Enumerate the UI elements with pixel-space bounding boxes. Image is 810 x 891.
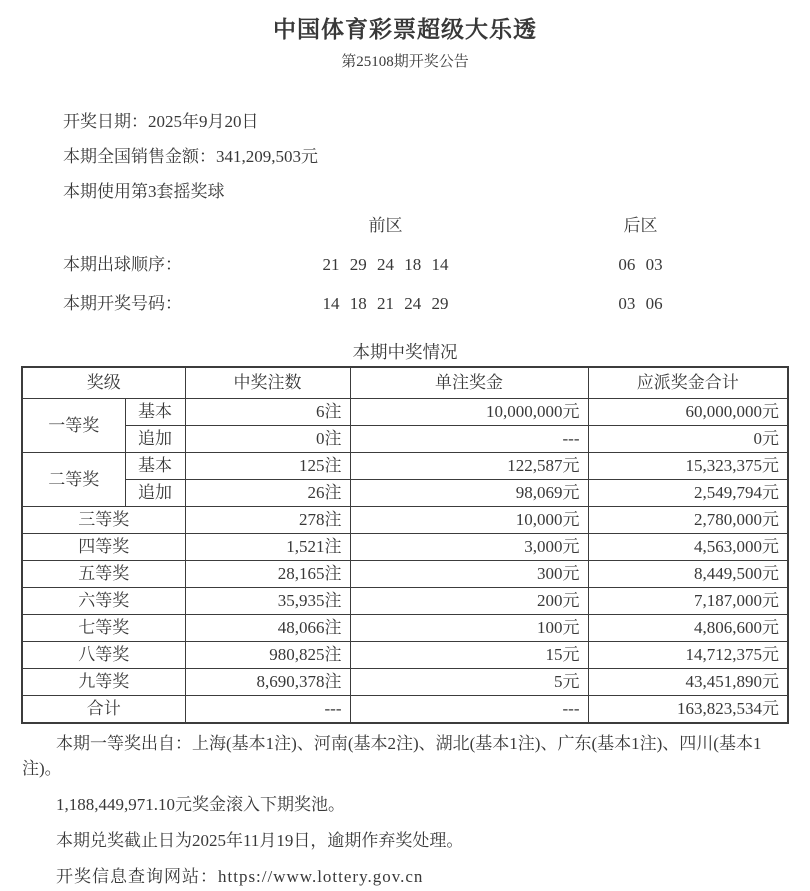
prize-amount-cell: 100元 <box>350 615 588 642</box>
col-header-count: 中奖注数 <box>185 367 350 399</box>
prize-count-cell: 35,935注 <box>185 588 350 615</box>
prize-row-ninth <box>22 669 788 696</box>
prize-total-cell: 4,563,000元 <box>588 534 788 561</box>
prize-row-eighth <box>22 642 788 669</box>
prize-level-cell: 三等奖 <box>22 507 185 534</box>
prize-count-cell: 125注 <box>185 453 350 480</box>
prize-amount-cell: 98,069元 <box>350 480 588 507</box>
front-zone-label: 前区 <box>368 216 403 235</box>
col-header-total: 应派奖金合计 <box>588 367 788 399</box>
note-first-prize-origin: 本期一等奖出自：上海(基本1注)、河南(基本2注)、湖北(基本1注)、广东(基本1注)、四川(基本1注)。 <box>22 734 762 778</box>
draw-order-back-numbers: 06 03 <box>618 255 663 274</box>
prize-total-cell: 0元 <box>588 426 788 453</box>
prize-level-cell: 四等奖 <box>22 534 185 561</box>
prize-row-sixth <box>22 588 788 615</box>
prize-total-cell: 2,780,000元 <box>588 507 788 534</box>
prize-amount-cell: 15元 <box>350 642 588 669</box>
prize-row-second-extra <box>22 480 788 507</box>
prize-total-cell: 7,187,000元 <box>588 588 788 615</box>
col-header-level: 奖级 <box>22 367 185 399</box>
prize-total-cell: 43,451,890元 <box>588 669 788 696</box>
note-website: 开奖信息查询网站：https://www.lottery.gov.cn <box>56 867 424 886</box>
prize-level-cell: 一等奖 <box>22 399 125 453</box>
prize-row-fifth <box>22 561 788 588</box>
prize-amount-cell: --- <box>350 426 588 453</box>
zone-spacer <box>63 214 278 238</box>
sales-amount-line: 本期全国销售金额：341,209,503元 <box>63 147 318 166</box>
prize-count-cell: 278注 <box>185 507 350 534</box>
prize-subtype-cell: 追加 <box>125 426 185 453</box>
prize-amount-cell: 122,587元 <box>350 453 588 480</box>
prize-level-cell: 八等奖 <box>22 642 185 669</box>
prize-total-cell: 163,823,534元 <box>588 696 788 724</box>
page-subtitle: 第25108期开奖公告 <box>341 54 469 70</box>
prize-subtype-cell: 追加 <box>125 480 185 507</box>
prize-row-fourth <box>22 534 788 561</box>
prize-amount-cell: 10,000,000元 <box>350 399 588 426</box>
prize-count-cell: 6注 <box>185 399 350 426</box>
prize-table-header-row <box>22 367 788 399</box>
prize-level-cell: 合计 <box>22 696 185 724</box>
prize-row-first-basic <box>22 399 788 426</box>
back-zone-label: 后区 <box>623 216 658 235</box>
prize-table <box>21 366 789 724</box>
prize-row-sum <box>22 696 788 724</box>
draw-order-front-numbers: 21 29 24 18 14 <box>322 255 449 274</box>
ball-set-line: 本期使用第3套摇奖球 <box>63 182 225 201</box>
prize-count-cell: 980,825注 <box>185 642 350 669</box>
prize-amount-cell: 300元 <box>350 561 588 588</box>
prize-amount-cell: 5元 <box>350 669 588 696</box>
winning-front-numbers: 14 18 21 24 29 <box>322 294 449 313</box>
prize-row-second-basic <box>22 453 788 480</box>
prize-count-cell: 1,521注 <box>185 534 350 561</box>
prize-count-cell: 28,165注 <box>185 561 350 588</box>
winning-back-numbers: 03 06 <box>618 294 663 313</box>
winning-numbers-label: 本期开奖号码： <box>63 294 182 313</box>
prize-table-title: 本期中奖情况 <box>352 342 458 362</box>
prize-total-cell: 8,449,500元 <box>588 561 788 588</box>
note-deadline: 本期兑奖截止日为2025年11月19日，逾期作弃奖处理。 <box>56 831 464 850</box>
prize-total-cell: 14,712,375元 <box>588 642 788 669</box>
prize-count-cell: 0注 <box>185 426 350 453</box>
col-header-prize: 单注奖金 <box>350 367 588 399</box>
prize-amount-cell: 10,000元 <box>350 507 588 534</box>
footer-notes <box>22 731 788 889</box>
prize-level-cell: 七等奖 <box>22 615 185 642</box>
prize-level-cell: 二等奖 <box>22 453 125 507</box>
lottery-announcement-page <box>0 16 810 891</box>
note-rollover: 1,188,449,971.10元奖金滚入下期奖池。 <box>56 795 345 814</box>
prize-subtype-cell: 基本 <box>125 399 185 426</box>
prize-row-seventh <box>22 615 788 642</box>
prize-total-cell: 4,806,600元 <box>588 615 788 642</box>
prize-count-cell: 26注 <box>185 480 350 507</box>
prize-level-cell: 九等奖 <box>22 669 185 696</box>
page-title: 中国体育彩票超级大乐透 <box>273 17 537 42</box>
prize-row-third <box>22 507 788 534</box>
prize-subtype-cell: 基本 <box>125 453 185 480</box>
prize-total-cell: 15,323,375元 <box>588 453 788 480</box>
prize-row-first-extra <box>22 426 788 453</box>
prize-count-cell: --- <box>185 696 350 724</box>
prize-count-cell: 8,690,378注 <box>185 669 350 696</box>
prize-level-cell: 六等奖 <box>22 588 185 615</box>
prize-total-cell: 60,000,000元 <box>588 399 788 426</box>
prize-count-cell: 48,066注 <box>185 615 350 642</box>
prize-amount-cell: 3,000元 <box>350 534 588 561</box>
prize-amount-cell: --- <box>350 696 588 724</box>
prize-amount-cell: 200元 <box>350 588 588 615</box>
draw-order-label: 本期出球顺序： <box>63 255 182 274</box>
draw-date-line: 开奖日期：2025年9月20日 <box>63 112 259 131</box>
prize-level-cell: 五等奖 <box>22 561 185 588</box>
draw-info-block <box>63 104 810 209</box>
prize-total-cell: 2,549,794元 <box>588 480 788 507</box>
draw-numbers-section <box>63 214 810 316</box>
